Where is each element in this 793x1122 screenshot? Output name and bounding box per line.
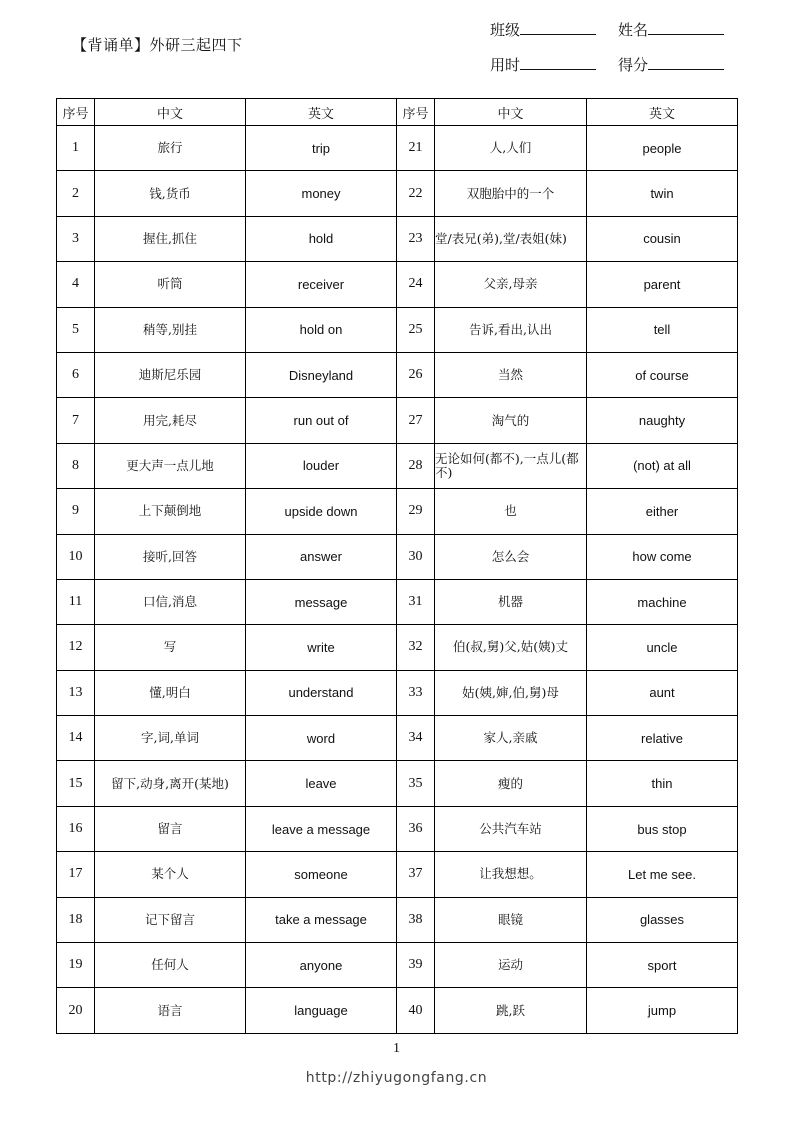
header-english-right: 英文	[587, 99, 738, 126]
english-term-left: understand	[246, 670, 397, 715]
time-field	[490, 54, 596, 75]
row-number-left: 12	[57, 625, 95, 670]
chinese-term-left: 留言	[95, 806, 246, 851]
row-number-left: 13	[57, 670, 95, 715]
class-field	[490, 19, 596, 40]
table-row	[57, 489, 738, 534]
english-term-right: people	[587, 126, 738, 171]
row-number-right: 34	[397, 716, 435, 761]
table-row	[57, 579, 738, 624]
chinese-term-left: 上下颠倒地	[95, 489, 246, 534]
english-term-left: money	[246, 171, 397, 216]
chinese-term-left: 迪斯尼乐园	[95, 352, 246, 397]
row-number-right: 38	[397, 897, 435, 942]
row-number-right: 36	[397, 806, 435, 851]
chinese-term-left: 更大声一点儿地	[95, 443, 246, 488]
row-number-left: 8	[57, 443, 95, 488]
row-number-right: 35	[397, 761, 435, 806]
english-term-right: jump	[587, 988, 738, 1033]
chinese-term-left: 听筒	[95, 262, 246, 307]
english-term-right: bus stop	[587, 806, 738, 851]
english-term-right: (not) at all	[587, 443, 738, 488]
row-number-left: 17	[57, 852, 95, 897]
english-term-right: relative	[587, 716, 738, 761]
english-term-right: thin	[587, 761, 738, 806]
chinese-term-right: 堂/表兄(弟),堂/表姐(妹)	[435, 216, 587, 261]
row-number-right: 40	[397, 988, 435, 1033]
table-row	[57, 352, 738, 397]
english-term-right: either	[587, 489, 738, 534]
english-term-left: trip	[246, 126, 397, 171]
time-label: 用时	[490, 56, 521, 74]
chinese-term-left: 字,词,单词	[95, 716, 246, 761]
row-number-right: 24	[397, 262, 435, 307]
class-blank-line[interactable]	[520, 20, 596, 35]
row-number-right: 37	[397, 852, 435, 897]
english-term-right: twin	[587, 171, 738, 216]
table-row	[57, 943, 738, 988]
english-term-left: language	[246, 988, 397, 1033]
chinese-term-right: 怎么会	[435, 534, 587, 579]
page-title: 【背诵单】外研三起四下	[72, 36, 243, 54]
header-number-right: 序号	[397, 99, 435, 126]
row-number-left: 3	[57, 216, 95, 261]
table-row	[57, 625, 738, 670]
english-term-left: word	[246, 716, 397, 761]
chinese-term-right: 父亲,母亲	[435, 262, 587, 307]
chinese-term-left: 记下留言	[95, 897, 246, 942]
chinese-term-left: 旅行	[95, 126, 246, 171]
english-term-left: take a message	[246, 897, 397, 942]
table-row	[57, 398, 738, 443]
name-label: 姓名	[618, 21, 649, 39]
row-number-right: 33	[397, 670, 435, 715]
row-number-left: 11	[57, 579, 95, 624]
chinese-term-right: 伯(叔,舅)父,姑(姨)丈	[435, 625, 587, 670]
english-term-right: sport	[587, 943, 738, 988]
row-number-right: 32	[397, 625, 435, 670]
chinese-term-right: 当然	[435, 352, 587, 397]
chinese-term-left: 写	[95, 625, 246, 670]
row-number-right: 28	[397, 443, 435, 488]
chinese-term-right: 也	[435, 489, 587, 534]
row-number-left: 15	[57, 761, 95, 806]
english-term-right: aunt	[587, 670, 738, 715]
english-term-left: hold	[246, 216, 397, 261]
chinese-term-right: 无论如何(都不),一点儿(都不)	[435, 443, 587, 488]
score-blank-line[interactable]	[648, 55, 724, 70]
english-term-right: cousin	[587, 216, 738, 261]
english-term-right: Let me see.	[587, 852, 738, 897]
row-number-right: 22	[397, 171, 435, 216]
chinese-term-left: 钱,货币	[95, 171, 246, 216]
row-number-left: 4	[57, 262, 95, 307]
chinese-term-left: 用完,耗尽	[95, 398, 246, 443]
header-number-left: 序号	[57, 99, 95, 126]
page-number: 1	[393, 1041, 400, 1056]
table-row	[57, 716, 738, 761]
table-row	[57, 216, 738, 261]
table-row	[57, 806, 738, 851]
english-term-left: message	[246, 579, 397, 624]
chinese-term-left: 懂,明白	[95, 670, 246, 715]
name-blank-line[interactable]	[648, 20, 724, 35]
row-number-right: 31	[397, 579, 435, 624]
table-header-row	[57, 99, 738, 126]
table-row	[57, 126, 738, 171]
english-term-left: receiver	[246, 262, 397, 307]
table-row	[57, 262, 738, 307]
chinese-term-left: 留下,动身,离开(某地)	[95, 761, 246, 806]
chinese-term-right: 淘气的	[435, 398, 587, 443]
english-term-right: glasses	[587, 897, 738, 942]
row-number-right: 39	[397, 943, 435, 988]
chinese-term-left: 某个人	[95, 852, 246, 897]
row-number-right: 29	[397, 489, 435, 534]
chinese-term-left: 语言	[95, 988, 246, 1033]
row-number-left: 16	[57, 806, 95, 851]
table-row	[57, 670, 738, 715]
table-row	[57, 171, 738, 216]
english-term-right: of course	[587, 352, 738, 397]
chinese-term-left: 接听,回答	[95, 534, 246, 579]
row-number-left: 5	[57, 307, 95, 352]
table-row	[57, 852, 738, 897]
score-field	[618, 54, 724, 75]
chinese-term-right: 双胞胎中的一个	[435, 171, 587, 216]
score-label: 得分	[618, 56, 649, 74]
chinese-term-left: 任何人	[95, 943, 246, 988]
table-row	[57, 443, 738, 488]
time-blank-line[interactable]	[520, 55, 596, 70]
english-term-left: answer	[246, 534, 397, 579]
chinese-term-right: 人,人们	[435, 126, 587, 171]
english-term-right: tell	[587, 307, 738, 352]
row-number-right: 27	[397, 398, 435, 443]
english-term-left: run out of	[246, 398, 397, 443]
english-term-left: someone	[246, 852, 397, 897]
chinese-term-right: 让我想想。	[435, 852, 587, 897]
header-chinese-left: 中文	[95, 99, 246, 126]
row-number-left: 19	[57, 943, 95, 988]
name-field	[618, 19, 724, 40]
row-number-left: 14	[57, 716, 95, 761]
row-number-left: 18	[57, 897, 95, 942]
chinese-term-right: 瘦的	[435, 761, 587, 806]
chinese-term-right: 眼镜	[435, 897, 587, 942]
english-term-left: Disneyland	[246, 352, 397, 397]
row-number-left: 9	[57, 489, 95, 534]
chinese-term-left: 握住,抓住	[95, 216, 246, 261]
chinese-term-right: 公共汽车站	[435, 806, 587, 851]
english-term-right: machine	[587, 579, 738, 624]
english-term-left: hold on	[246, 307, 397, 352]
row-number-left: 7	[57, 398, 95, 443]
row-number-right: 26	[397, 352, 435, 397]
row-number-left: 2	[57, 171, 95, 216]
row-number-right: 30	[397, 534, 435, 579]
english-term-left: anyone	[246, 943, 397, 988]
row-number-right: 23	[397, 216, 435, 261]
row-number-left: 10	[57, 534, 95, 579]
english-term-left: leave a message	[246, 806, 397, 851]
english-term-right: uncle	[587, 625, 738, 670]
header-english-left: 英文	[246, 99, 397, 126]
chinese-term-right: 跳,跃	[435, 988, 587, 1033]
row-number-right: 25	[397, 307, 435, 352]
english-term-right: parent	[587, 262, 738, 307]
english-term-right: naughty	[587, 398, 738, 443]
footer-url[interactable]: http://zhiyugongfang.cn	[305, 1070, 488, 1086]
english-term-right: how come	[587, 534, 738, 579]
chinese-term-right: 姑(姨,婶,伯,舅)母	[435, 670, 587, 715]
class-label: 班级	[490, 21, 521, 39]
row-number-left: 6	[57, 352, 95, 397]
english-term-left: leave	[246, 761, 397, 806]
english-term-left: write	[246, 625, 397, 670]
chinese-term-right: 运动	[435, 943, 587, 988]
row-number-left: 20	[57, 988, 95, 1033]
table-row	[57, 988, 738, 1033]
header-chinese-right: 中文	[435, 99, 587, 126]
english-term-left: louder	[246, 443, 397, 488]
chinese-term-right: 机器	[435, 579, 587, 624]
vocabulary-table	[56, 98, 738, 1034]
row-number-right: 21	[397, 126, 435, 171]
table-row	[57, 307, 738, 352]
english-term-left: upside down	[246, 489, 397, 534]
table-row	[57, 761, 738, 806]
row-number-left: 1	[57, 126, 95, 171]
chinese-term-right: 家人,亲戚	[435, 716, 587, 761]
table-row	[57, 534, 738, 579]
table-row	[57, 897, 738, 942]
chinese-term-left: 口信,消息	[95, 579, 246, 624]
chinese-term-left: 稍等,别挂	[95, 307, 246, 352]
chinese-term-right: 告诉,看出,认出	[435, 307, 587, 352]
